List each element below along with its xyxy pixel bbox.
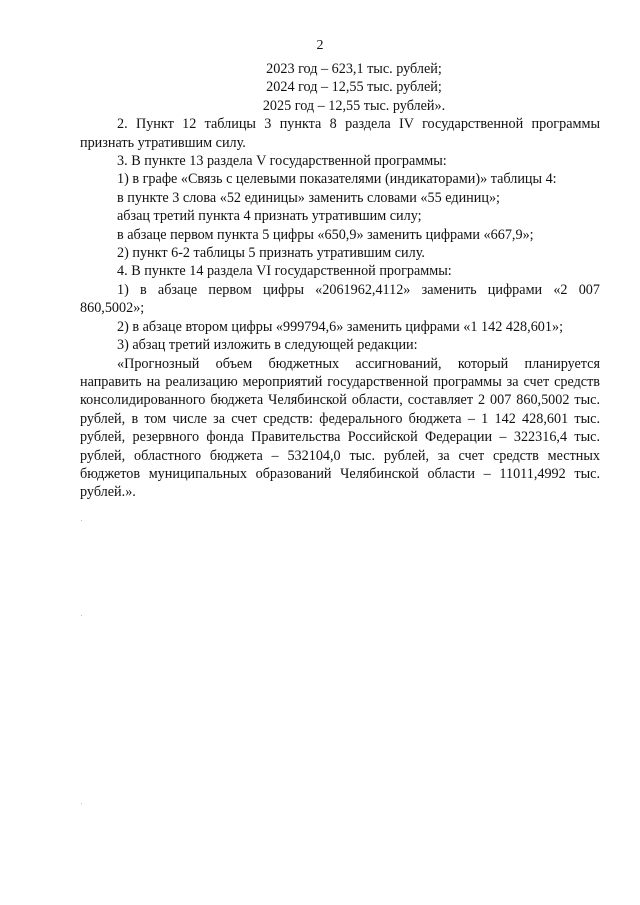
item-4-1-paragraph: 1) в абзаце первом цифры «2061962,4112» заменить цифрами «2 007 860,5002»; (80, 281, 600, 317)
scan-speck (81, 520, 82, 521)
item-3-1-c-line: в абзаце первом пункта 5 цифры «650,9» заменить цифрами «667,9»; (117, 226, 534, 243)
amount-2025-line: 2025 год – 12,55 тыс. рублей». (262, 97, 446, 114)
quoted-paragraph: «Прогнозный объем бюджетных ассигнований, который планируется направить на реализацию мероприятий государственной программы за счет средств консолидированного бюджета Челябинской области, составляет 2 007 860,5002 тыс. рублей, в том числе за счет средств: федерального бюджета – 1 142 428,601 тыс. рублей, резервного фонда Правительства Российской Федерации – 322316,4 тыс. рублей, областного бюджета – 532104,0 тыс. рублей, за счет средств местных бюджетов муниципальных образований Челябинской области – 11011,4992 тыс. рублей.». (80, 355, 600, 501)
item-2-paragraph: 2. Пункт 12 таблицы 3 пункта 8 раздела IV государственной программы признать утратившим силу. (80, 116, 600, 151)
amount-2023-line: 2023 год – 623,1 тыс. рублей; (266, 61, 442, 77)
scan-speck (81, 803, 82, 804)
item-3-2-line: 2) пункт 6-2 таблицы 5 признать утратившим силу. (117, 245, 425, 262)
item-3-1-b-line: абзац третий пункта 4 признать утратившим силу; (117, 208, 422, 225)
page-number: 2 (316, 38, 324, 53)
item-3-heading: 3. В пункте 13 раздела V государственной программы: (117, 153, 447, 170)
scan-speck (81, 615, 82, 616)
amount-2024-line: 2024 год – 12,55 тыс. рублей; (266, 79, 442, 96)
item-4-3-line: 3) абзац третий изложить в следующей редакции: (117, 337, 418, 354)
document-body (80, 60, 600, 502)
item-3-1-a-line: в пункте 3 слова «52 единицы» заменить словами «55 единиц»; (117, 189, 500, 206)
item-4-2-line: 2) в абзаце втором цифры «999794,6» заменить цифрами «1 142 428,601»; (117, 318, 564, 335)
item-3-1-line: 1) в графе «Связь с целевыми показателями (индикаторами)» таблицы 4: (117, 171, 557, 188)
item-4-heading: 4. В пункте 14 раздела VI государственной программы: (117, 263, 452, 280)
